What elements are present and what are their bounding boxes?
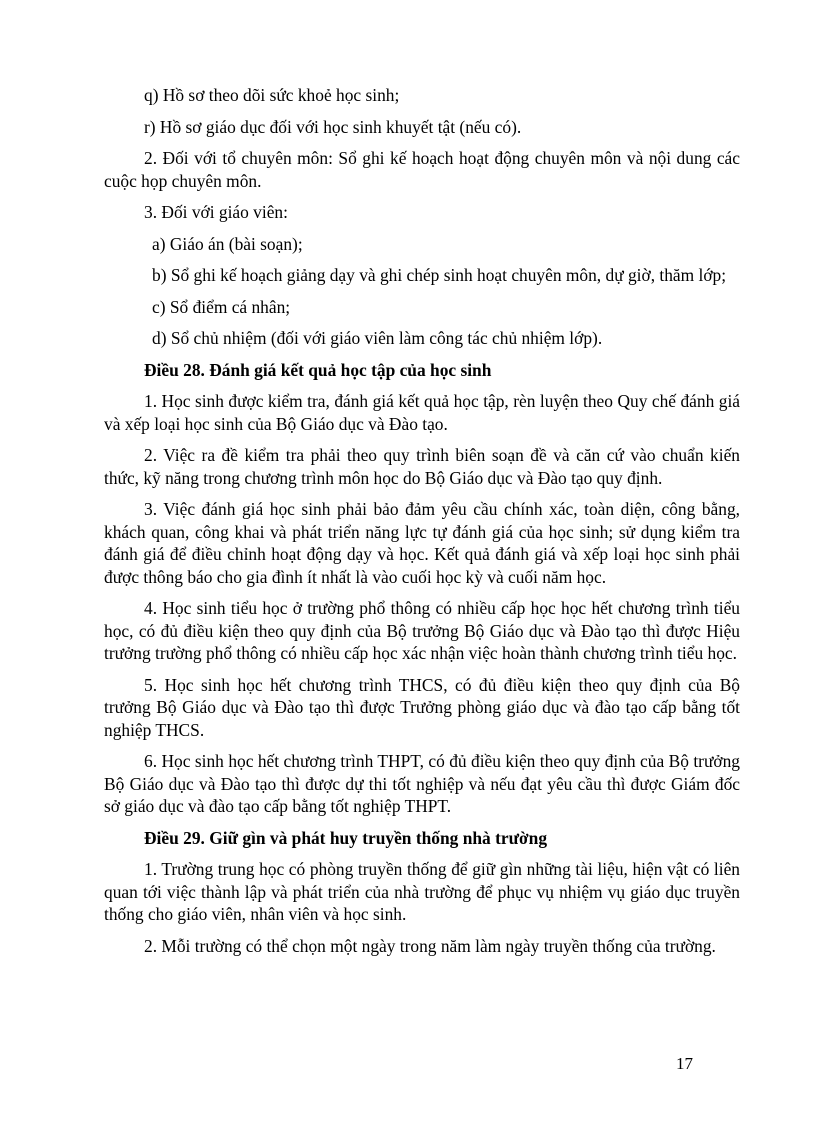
document-page bbox=[104, 84, 740, 957]
item-d: d) Sổ chủ nhiệm (đối với giáo viên làm công tác chủ nhiệm lớp). bbox=[152, 328, 603, 348]
article-28-clause-4: 4. Học sinh tiểu học ở trường phổ thông có nhiều cấp học học hết chương trình tiểu học, có đủ điều kiện theo quy định của Bộ trưởng Bộ Giáo dục và Đào tạo thì được Hiệu trưởng trường phổ thông có nhiều cấp học xác nhận việc hoàn thành chương trình tiểu học. bbox=[104, 598, 740, 663]
item-q: q) Hồ sơ theo dõi sức khoẻ học sinh; bbox=[144, 85, 400, 105]
page-number: 17 bbox=[676, 1054, 693, 1073]
article-28-clause-6: 6. Học sinh học hết chương trình THPT, có đủ điều kiện theo quy định của Bộ trưởng Bộ Giáo dục và Đào tạo thì được dự thi tốt nghiệp và nếu đạt yêu cầu thì được Giám đốc sở giáo dục và đào tạo cấp bằng tốt nghiệp THPT. bbox=[104, 751, 740, 816]
article-29-heading: Điều 29. Giữ gìn và phát huy truyền thống nhà trường bbox=[144, 827, 548, 848]
clause-2-subject-group: 2. Đối với tổ chuyên môn: Sổ ghi kế hoạch hoạt động chuyên môn và nội dung các cuộc họp chuyên môn. bbox=[104, 148, 740, 191]
article-29-clause-1: 1. Trường trung học có phòng truyền thống để giữ gìn những tài liệu, hiện vật có liên quan tới việc thành lập và phát triển của nhà trường để phục vụ nhiệm vụ giáo dục truyền thống cho giáo viên, nhân viên và học sinh. bbox=[104, 859, 740, 924]
article-28-heading: Điều 28. Đánh giá kết quả học tập của học sinh bbox=[144, 359, 492, 380]
item-c: c) Sổ điểm cá nhân; bbox=[152, 296, 291, 317]
item-r: r) Hồ sơ giáo dục đối với học sinh khuyết tật (nếu có). bbox=[144, 116, 522, 137]
article-28-clause-3: 3. Việc đánh giá học sinh phải bảo đảm yêu cầu chính xác, toàn diện, công bằng, khách quan, công khai và phát triển năng lực tự đánh giá của học sinh; sử dụng kiểm tra đánh giá để điều chỉnh hoạt động dạy và học. Kết quả đánh giá và xếp loại học sinh phải được thông báo cho gia đình ít nhất là vào cuối học kỳ và cuối năm học. bbox=[104, 499, 740, 587]
item-b: b) Sổ ghi kế hoạch giảng dạy và ghi chép sinh hoạt chuyên môn, dự giờ, thăm lớp; bbox=[152, 265, 727, 285]
item-a: a) Giáo án (bài soạn); bbox=[152, 233, 303, 254]
article-28-clause-5: 5. Học sinh học hết chương trình THCS, có đủ điều kiện theo quy định của Bộ trưởng Bộ Giáo dục và Đào tạo thì được Trưởng phòng giáo dục và đào tạo cấp bằng tốt nghiệp THCS. bbox=[104, 674, 740, 740]
article-28-clause-1: 1. Học sinh được kiểm tra, đánh giá kết quả học tập, rèn luyện theo Quy chế đánh giá và xếp loại học sinh của Bộ Giáo dục và Đào tạo. bbox=[104, 391, 740, 434]
article-29-clause-2: 2. Mỗi trường có thể chọn một ngày trong năm làm ngày truyền thống của trường. bbox=[144, 935, 716, 956]
article-28-clause-2: 2. Việc ra đề kiểm tra phải theo quy trình biên soạn đề và căn cứ vào chuẩn kiến thức, kỹ năng trong chương trình môn học do Bộ Giáo dục và Đào tạo quy định. bbox=[104, 445, 740, 488]
clause-3-teachers: 3. Đối với giáo viên: bbox=[144, 202, 288, 222]
